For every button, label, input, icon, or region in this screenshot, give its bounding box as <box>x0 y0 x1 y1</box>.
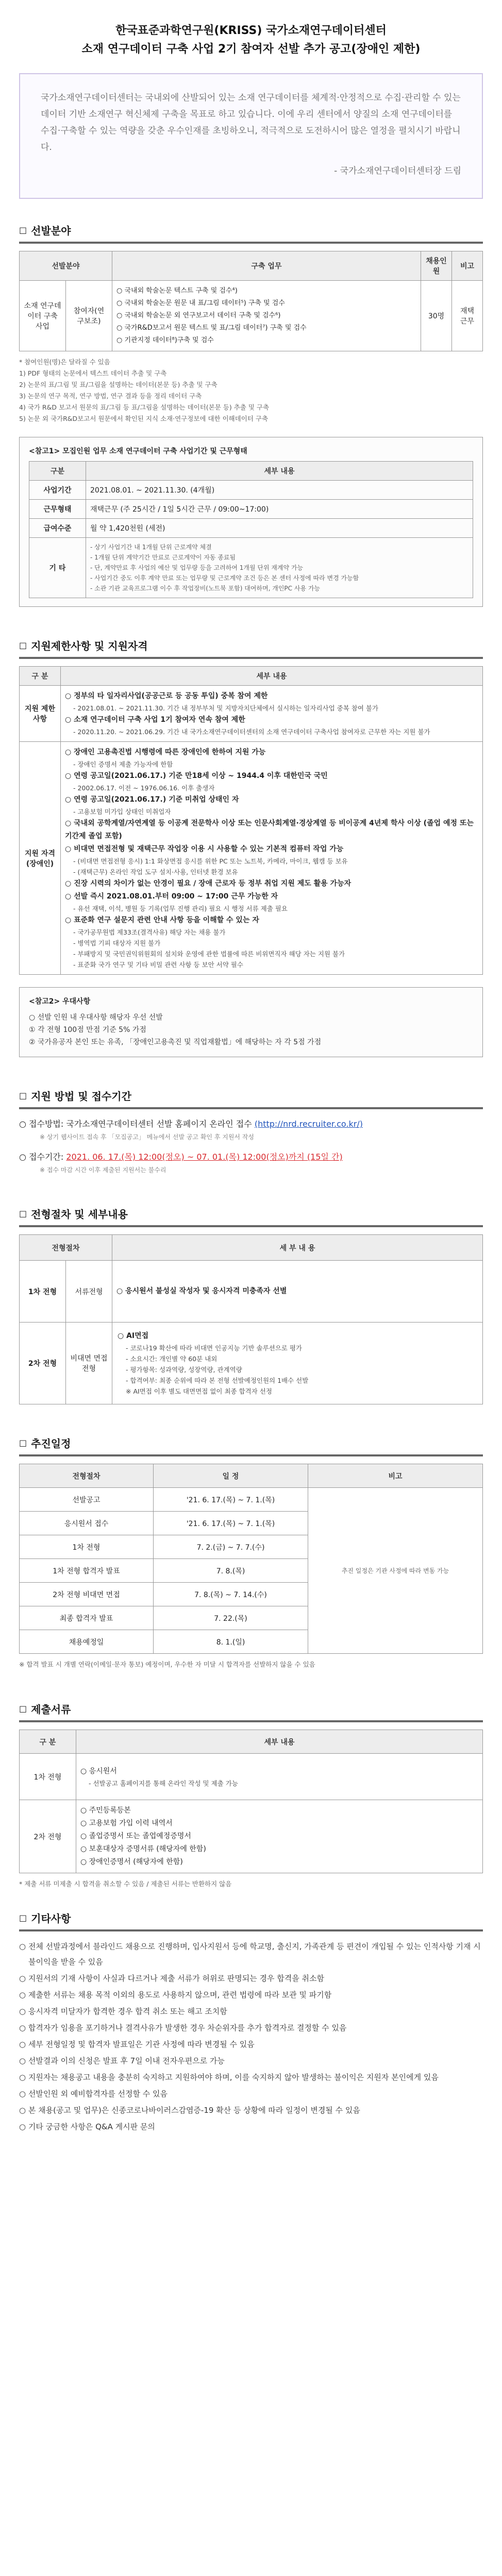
etc-item: ○ 전체 선발과정에서 블라인드 채용으로 진행하며, 입사지원서 등에 학교명, 출신지, 가족관계 등 편견이 개입될 수 있는 인적사항 기재 시 불이익을 받을 수 있음 <box>19 1942 481 1967</box>
section-eligibility <box>19 638 483 653</box>
footnote: 5) 논문 외 국가R&D보고서 원문에서 확인된 지식 소재·연구정보에 대한 이해데이터 구축 <box>19 415 269 422</box>
task-item: ○ 국내외 학술논문 외 연구보고서 데이터 구축 및 검수⁶) <box>116 312 281 319</box>
schedule-step: 2차 전형 비대면 면접 <box>20 1583 154 1606</box>
th-category: 구분 <box>29 462 86 481</box>
section-divider <box>19 1720 483 1722</box>
th-detail: 세부 내용 <box>76 1730 483 1754</box>
step2-desc <box>112 1323 483 1404</box>
doc-line: ○ 고용보험 가입 이력 내역서 <box>80 1819 173 1827</box>
section-title: 지원제한사항 및 지원자격 <box>31 640 148 652</box>
step2-name: 비대면 면접 전형 <box>66 1323 112 1404</box>
apply-period-sub: ※ 접수 마감 시간 이후 제출된 지원서는 불수리 <box>40 1166 166 1174</box>
row-key: 급여수준 <box>29 519 86 538</box>
th-category: 구 분 <box>20 667 61 686</box>
square-bullet-icon: □ <box>19 1091 27 1100</box>
limit-line: - 2021.08.01. ~ 2021.11.30. 기간 내 정부부처 및 지방자치단체에서 실시하는 일자리사업 중복 참여 불가 <box>73 704 379 712</box>
row-value: - 상기 사업기간 내 1개월 단위 근로계약 체결 - 1개월 단위 계약기간 만료로 근로계약이 자동 종료됨 - 단, 계약만료 후 사업의 예산 및 업무량 등을 고려하여 1개월 단위 재계약 가능 - 사업기간 중도 이후 계약 만료 또는 업무량 및 근로계약 조건 등은 본 센터 사정에 따라 변경 가능함 - 소관 기관 교육프로그램 이수 후 작업장비(노트북 포함) 대여하며, 개인PC 사용 가능 <box>86 538 473 598</box>
preference-list <box>29 1011 473 1048</box>
footnote: 4) 국가 R&D 보고서 원문의 표/그림 등 표/그림을 설명하는 데이터(본문 등) 추출 및 구축 <box>19 403 270 411</box>
limit-line: ○ 정부의 타 일자리사업(공공근로 등 공동 투입) 중복 참여 제한 <box>65 692 268 700</box>
th-detail: 세부 내용 <box>61 667 483 686</box>
schedule-date: 7. 2.(금) ~ 7. 7.(수) <box>154 1535 308 1559</box>
qual-line: - 장애인 증명서 제출 가능자에 한함 <box>73 760 173 768</box>
step1-desc: ○ 응시원서 불성실 작성자 및 응시자격 미충족자 선별 <box>112 1261 483 1323</box>
box-title: <참고1> 모집인원 업무 소재 연구데이터 구축 사업기간 및 근무형태 <box>29 447 247 455</box>
qual-line: ○ 국내외 공학계열/자연계열 등 이공계 전문학사 이상 또는 인문사회계열·경상계열 등 비이공계 4년제 학사 이상 (졸업 예정 또는 기간제 졸업 포함) <box>65 819 474 840</box>
reference-box-2 <box>19 987 483 1057</box>
square-bullet-icon: □ <box>19 640 27 650</box>
box-title: <참고2> 우대사항 <box>29 997 91 1006</box>
step2-line: - 합격여부: 최종 순위에 따라 본 전형 선발예정인원의 1배수 선발 <box>126 1377 309 1384</box>
etc-item: ○ 지원자는 채용공고 내용을 충분히 숙지하고 지원하여야 하며, 이를 숙지하지 않아 발생하는 불이익은 지원자 본인에게 있음 <box>19 2073 439 2082</box>
section-divider <box>19 242 483 244</box>
section-divider <box>19 1107 483 1109</box>
qual-line: ○ 표준화 연구 설문지 관련 안내 사항 등을 이해할 수 있는 자 <box>65 916 259 924</box>
apply-link[interactable]: (http://nrd.recruiter.co.kr/) <box>254 1119 363 1129</box>
etc-item: ○ 세부 전형일정 및 합격자 발표일은 기관 사정에 따라 변경될 수 있음 <box>19 2040 255 2049</box>
apply-method <box>19 1116 483 1132</box>
step1-name: 서류전형 <box>66 1261 112 1323</box>
etc-item: ○ 응시자격 미달자가 합격한 경우 합격 취소 또는 해고 조치함 <box>19 2007 227 2016</box>
th-detail: 세부 내용 <box>86 462 473 481</box>
etc-item: ○ 선발결과 이의 신청은 발표 후 7일 이내 전자우편으로 가능 <box>19 2056 225 2065</box>
etc-list <box>19 1939 483 2134</box>
qual-line: - 국가공무원법 제33조(결격사유) 해당 자는 채용 불가 <box>73 928 226 936</box>
section-apply <box>19 1088 483 1103</box>
preference-item: ① 각 전형 100점 만점 기준 5% 가점 <box>29 1026 146 1034</box>
row-value: 월 약 1,420천원 (세전) <box>86 519 473 538</box>
title-line-2: 소재 연구데이터 구축 사업 2기 참여자 선발 추가 공고(장애인 제한) <box>81 43 421 56</box>
row-value: 재택근무 (주 25시간 / 1일 5시간 근무 / 09:00~17:00) <box>86 500 473 519</box>
section-divider <box>19 1454 483 1456</box>
schedule-step: 채용예정일 <box>20 1630 154 1654</box>
doc-line: ○ 장애인증명서 (해당자에 한함) <box>80 1858 183 1866</box>
qual-line: ○ 연령 공고일(2021.06.17.) 기준 만18세 이상 ~ 1944.4 이후 대한민국 국민 <box>65 772 328 780</box>
th-count: 채용인원 <box>421 251 452 281</box>
qual-line: - 표준화 국가 연구 및 기타 비밀 관련 사항 등 보안 서약 필수 <box>73 961 243 969</box>
step2-line: ※ AI면접 이후 별도 대면면접 없이 최종 합격자 선정 <box>126 1387 272 1395</box>
etc-item: ○ 지원서의 기재 사항이 사실과 다르거나 제출 서류가 허위로 판명되는 경우 합격을 취소함 <box>19 1974 324 1983</box>
section-divider <box>19 1225 483 1227</box>
apply-period <box>19 1149 483 1165</box>
square-bullet-icon: □ <box>19 1913 27 1923</box>
preference-item: ② 국가유공자 본인 또는 유족, 「장애인고용촉진 및 직업재활법」에 해당하는 자 각 5점 가점 <box>29 1038 322 1046</box>
schedule-footnote: ※ 합격 발표 시 개별 연락(이메일·문자 통보) 예정이며, 우수한 자 미달 시 합격자를 선발하지 않을 수 있음 <box>19 1660 315 1668</box>
qual-cell <box>61 742 483 975</box>
title-block <box>19 0 483 59</box>
title-line-1: 한국표준과학연구원(KRISS) 국가소재연구데이터센터 <box>115 24 387 37</box>
limit-cell <box>61 686 483 742</box>
task-cell <box>112 281 421 351</box>
square-bullet-icon: □ <box>19 1438 27 1448</box>
intro-box <box>19 73 483 199</box>
note-cell: 재택 근무 <box>452 281 483 351</box>
section-title: 지원 방법 및 접수기간 <box>31 1090 131 1103</box>
schedule-step: 1차 전형 <box>20 1535 154 1559</box>
field-table <box>19 251 483 351</box>
qual-line: ○ 연령 공고일(2021.06.17.) 기준 미취업 상태인 자 <box>65 795 239 804</box>
field-cell: 소재 연구데이터 구축 사업 <box>20 281 66 351</box>
period-table <box>29 461 473 598</box>
apply-period-value: 2021. 06. 17.(목) 12:00(정오) ~ 07. 01.(목) 12:00(정오)까지 (15일 간) <box>66 1152 343 1162</box>
th-field: 선발분야 <box>20 251 112 281</box>
process-table <box>19 1234 483 1404</box>
schedule-date: 7. 8.(목) ~ 7. 14.(수) <box>154 1583 308 1606</box>
doc-step1: 1차 전형 <box>20 1754 76 1800</box>
qual-line: - (비대면 면접전형 응시) 1:1 화상면접 응시를 위한 PC 또는 노트북, 카메라, 마이크, 웹캠 등 보유 <box>73 857 348 865</box>
documents-table <box>19 1730 483 1873</box>
schedule-step: 1차 전형 합격자 발표 <box>20 1559 154 1583</box>
th-date: 일 정 <box>154 1464 308 1488</box>
schedule-date: '21. 6. 17.(목) ~ 7. 1.(목) <box>154 1512 308 1535</box>
etc-item: ○ 기타 궁금한 사항은 Q&A 게시판 문의 <box>19 2122 155 2131</box>
apply-method-sub: ※ 상기 웹사이트 접속 후 「모집공고」 메뉴에서 선발 공고 확인 후 지원서 작성 <box>40 1133 254 1141</box>
qual-line: ○ 진장 시력의 차이가 없는 안경이 필요 / 장애 근로자 등 정부 취업 지원 제도 활용 가능자 <box>65 879 352 888</box>
etc-item: ○ 제출한 서류는 채용 목적 이외의 용도로 사용하지 않으며, 관련 법령에 따라 보관 및 파기함 <box>19 1990 332 1999</box>
eligibility-table <box>19 666 483 975</box>
section-divider <box>19 1929 483 1931</box>
section-documents <box>19 1701 483 1716</box>
etc-item: ○ 합격자가 임용을 포기하거나 결격사유가 발생한 경우 차순위자를 추가 합격자로 결정할 수 있음 <box>19 2023 347 2032</box>
qual-line: - 부패방지 및 국민권익위원회의 설치와 운영에 관한 법률에 따른 비위면직자 해당 자는 지원 불가 <box>73 950 345 958</box>
footnote: 1) PDF 형태의 논문에서 텍스트 데이터 추출 및 구축 <box>19 369 167 377</box>
qual-line: - 고용보험 미가입 상태인 미취업자 <box>73 808 171 816</box>
schedule-table <box>19 1464 483 1654</box>
row-key: 기 타 <box>29 538 86 598</box>
qual-line: ○ 장애인 고용촉진법 시행령에 따른 장애인에 한하여 지원 가능 <box>65 748 266 756</box>
schedule-note: 추진 일정은 기관 사정에 따라 변동 가능 <box>308 1488 483 1654</box>
count-cell: 30명 <box>421 281 452 351</box>
intro-text: 국가소재연구데이터센터는 국내외에 산발되어 있는 소재 연구데이터를 체계적·안정적으로 수집·관리할 수 있는 데이터 기반 소재연구 혁신체제 구축을 목표로 하고 있습니다. 이에 우리 센터에서 양질의 소재 연구데이터를 수집·구축할 수 있는 역량을 갖춘 우수인재를 초빙하오니, 적극적으로 도전하시어 많은 열정을 펼치시기 바랍니다. <box>41 93 461 152</box>
limit-line: - 2020.11.20. ~ 2021.06.29. 기간 내 국가소재연구데이터센터의 소재 연구데이터 구축사업 참여자로 근무한 자는 지원 불가 <box>73 728 430 736</box>
section-title: 추진일정 <box>31 1437 71 1450</box>
row-key: 근무형태 <box>29 500 86 519</box>
square-bullet-icon: □ <box>19 1704 27 1714</box>
doc-line: ○ 보훈대상자 증명서류 (해당자에 한함) <box>80 1845 206 1853</box>
th-step: 전형절차 <box>20 1464 154 1488</box>
doc-step2: 2차 전형 <box>20 1800 76 1873</box>
th-task: 구축 업무 <box>112 251 421 281</box>
qual-label: 지원 자격 (장애인) <box>20 742 61 975</box>
section-schedule <box>19 1435 483 1450</box>
qual-line: - 유선 재택, 이석, 병원 등 기록(업무 진행 관리) 필요 시 행정 서류 제출 필요 <box>73 905 288 912</box>
etc-item: ○ 본 채용(공고 및 업무)은 신종코로나바이러스감염증-19 확산 등 상황에 따라 일정이 변경될 수 있음 <box>19 2106 360 2115</box>
schedule-step: 선발공고 <box>20 1488 154 1512</box>
row-key: 사업기간 <box>29 481 86 500</box>
section-recruit-field <box>19 223 483 238</box>
row-value: 2021.08.01. ~ 2021.11.30. (4개월) <box>86 481 473 500</box>
step2-line: - 코로나19 확산에 따라 비대면 인공지능 기반 솔루션으로 평가 <box>126 1344 303 1352</box>
th-note: 비고 <box>452 251 483 281</box>
doc-line: ○ 주민등록등본 <box>80 1806 131 1815</box>
schedule-step: 최종 합격자 발표 <box>20 1606 154 1630</box>
intro-sign: - 국가소재연구데이터센터장 드림 <box>334 166 461 176</box>
step2-line: - 소요시간: 개인별 약 60분 내외 <box>126 1355 217 1363</box>
limit-line: ○ 소재 연구데이터 구축 사업 1기 참여자 연속 참여 제한 <box>65 716 245 724</box>
doc-step2-detail <box>76 1800 483 1873</box>
section-title: 선발분야 <box>31 225 71 237</box>
subfield-cell: 참여자(연구보조) <box>66 281 112 351</box>
task-item: ○ 기관지정 데이터⁸)구축 및 검수 <box>116 336 214 344</box>
footnote: 3) 논문의 연구 목적, 연구 방법, 연구 결과 등을 정리 데이터 구축 <box>19 392 202 400</box>
section-process <box>19 1206 483 1221</box>
schedule-date: 7. 8.(목) <box>154 1559 308 1583</box>
reference-box-1 <box>19 437 483 607</box>
step2-line: - 평가항목: 성과역량, 성장역량, 관계역량 <box>126 1366 242 1374</box>
documents-footnote: * 제출 서류 미제출 시 합격을 취소할 수 있음 / 제출된 서류는 반환하지 않음 <box>19 1880 232 1888</box>
apply-method-label: ○ 접수방법: 국가소재연구데이터센터 선발 홈페이지 온라인 접수 <box>19 1119 252 1129</box>
doc-step1-detail <box>76 1754 483 1800</box>
task-item: ○ 국가R&D보고서 원문 텍스트 및 표/그림 데이터⁷) 구축 및 검수 <box>116 324 307 332</box>
qual-line: ○ 비대면 면접전형 및 재택근무 작업장 이용 시 사용할 수 있는 기본적 컴퓨터 작업 가능 <box>65 845 344 853</box>
section-divider <box>19 657 483 659</box>
etc-item: ○ 선발인원 외 예비합격자를 선정할 수 있음 <box>19 2089 168 2098</box>
section-etc <box>19 1910 483 1925</box>
doc-line: - 선발공고 홈페이지를 통해 온라인 작성 및 제출 가능 <box>89 1779 238 1787</box>
schedule-date: '21. 6. 17.(목) ~ 7. 1.(목) <box>154 1488 308 1512</box>
square-bullet-icon: □ <box>19 1209 27 1218</box>
schedule-date: 8. 1.(일) <box>154 1630 308 1654</box>
schedule-date: 7. 22.(목) <box>154 1606 308 1630</box>
schedule-step: 응시원서 접수 <box>20 1512 154 1535</box>
section-title: 제출서류 <box>31 1703 71 1716</box>
section-title: 기타사항 <box>31 1912 71 1925</box>
qual-line: - 2002.06.17. 이전 ~ 1976.06.16. 이후 출생자 <box>73 784 215 792</box>
step1-label: 1차 전형 <box>20 1261 66 1323</box>
qual-line: - 병역법 기피 대상자 지원 불가 <box>73 939 161 947</box>
task-item: ○ 국내외 학술논문 원문 내 표/그림 데이터⁵) 구축 및 검수 <box>116 299 285 307</box>
task-item: ○ 국내외 학술논문 텍스트 구축 및 검수⁴) <box>116 287 238 295</box>
th-step: 전형절차 <box>20 1235 112 1261</box>
field-footnotes <box>19 357 483 425</box>
doc-line: ○ 응시원서 <box>80 1767 117 1775</box>
th-note: 비고 <box>308 1464 483 1488</box>
preference-item: ○ 선발 인원 내 우대사항 해당자 우선 선발 <box>29 1013 163 1022</box>
qual-line: - (재택근무) 온라인 작업 도구 설치·사용, 인터넷 환경 보유 <box>73 868 238 876</box>
th-category: 구 분 <box>20 1730 76 1754</box>
qual-line: ○ 선발 즉시 2021.08.01.부터 09:00 ~ 17:00 근무 가능한 자 <box>65 892 278 901</box>
step2-label: 2차 전형 <box>20 1323 66 1404</box>
step2-head: ○ AI면접 <box>118 1332 149 1340</box>
footnote: * 참여인원(명)은 달라질 수 있음 <box>19 358 110 366</box>
apply-period-label: ○ 접수기간: <box>19 1152 64 1162</box>
square-bullet-icon: □ <box>19 225 27 235</box>
limit-label: 지원 제한 사항 <box>20 686 61 742</box>
doc-line: ○ 졸업증명서 또는 졸업예정증명서 <box>80 1832 191 1840</box>
footnote: 2) 논문의 표/그림 및 표/그림을 설명하는 데이터(본문 등) 추출 및 구축 <box>19 381 217 388</box>
section-title: 전형절차 및 세부내용 <box>31 1208 128 1221</box>
th-detail: 세 부 내 용 <box>112 1235 483 1261</box>
